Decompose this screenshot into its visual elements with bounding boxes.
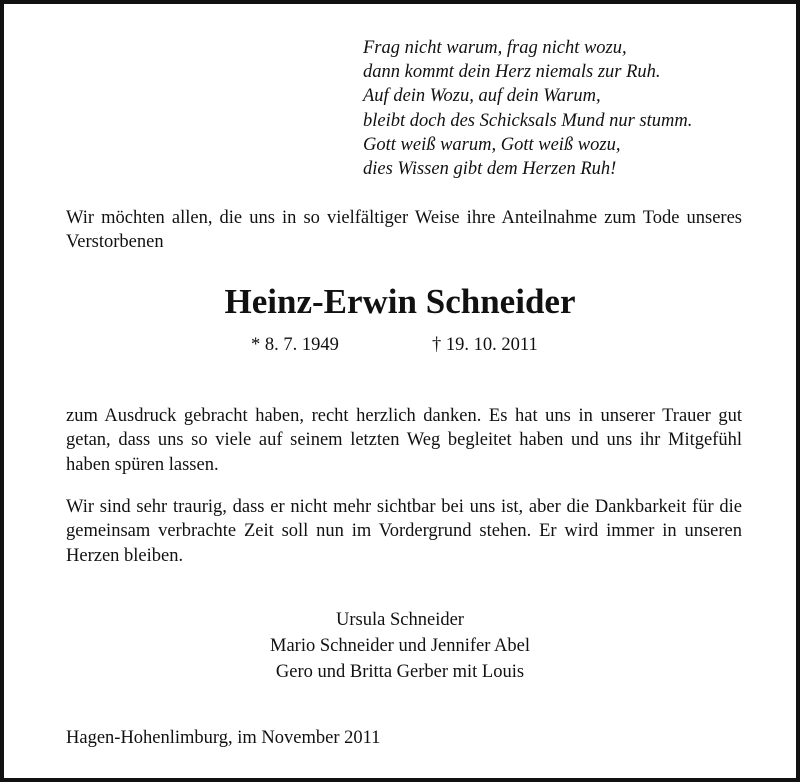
poem-line: dies Wissen gibt dem Herzen Ruh! bbox=[363, 159, 617, 180]
signer-line: Mario Schneider und Jennifer Abel bbox=[270, 636, 530, 657]
signer-line: Ursula Schneider bbox=[336, 610, 464, 630]
signers bbox=[4, 607, 796, 686]
poem-line: Gott weiß warum, Gott weiß wozu, bbox=[363, 134, 621, 155]
poem-line: Frag nicht warum, frag nicht wozu, bbox=[363, 38, 627, 58]
place-and-date: Hagen-Hohenlimburg, im November 2011 bbox=[66, 728, 381, 748]
poem-line: Auf dein Wozu, auf dein Warum, bbox=[363, 86, 601, 107]
birth-date: * 8. 7. 1949 bbox=[251, 335, 339, 355]
death-date: † 19. 10. 2011 bbox=[432, 335, 538, 355]
signer-line: Gero und Britta Gerber mit Louis bbox=[275, 662, 525, 683]
intro-text: Wir möchten allen, die uns in so vielfältiger Weise ihre Anteilnahme zum Tode unseres Verstorbenen bbox=[66, 208, 742, 252]
poem-line: bleibt doch des Schicksals Mund nur stumm. bbox=[363, 110, 693, 131]
memory-paragraph: Wir sind sehr traurig, dass er nicht mehr sichtbar bei uns ist, aber die Dankbarkeit für die gemeinsam verbrachte Zeit soll nun im Vordergrund stehen. Er wird immer in unseren Herzen bleiben. bbox=[66, 497, 742, 566]
poem-line: dann kommt dein Herz niemals zur Ruh. bbox=[363, 62, 661, 83]
poem bbox=[363, 36, 692, 181]
deceased-name: Heinz-Erwin Schneider bbox=[224, 282, 576, 321]
thanks-paragraph: zum Ausdruck gebracht haben, recht herzlich danken. Es hat uns in unserer Trauer gut getan, dass uns so viele auf seinem letzten Weg begleitet haben und uns ihr Mitgefühl haben spüren lassen. bbox=[66, 406, 742, 475]
